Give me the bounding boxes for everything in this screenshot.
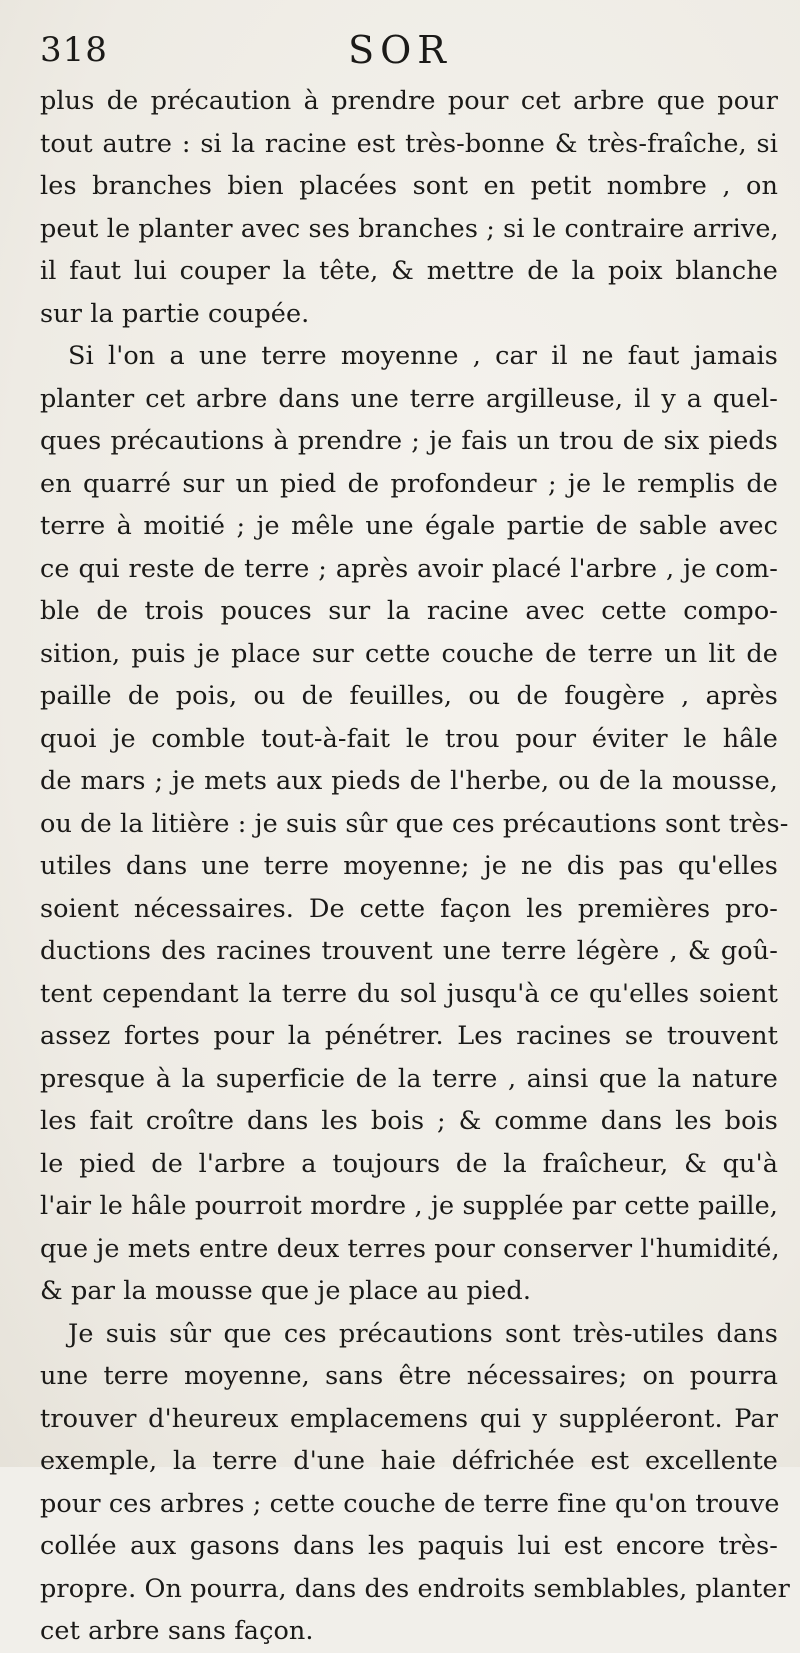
body-text xyxy=(40,80,790,1653)
text-line: exemple, la terre d'une haie défrichée est excellente xyxy=(40,1446,778,1476)
text-line: planter cet arbre dans une terre argilleuse, il y a quel- xyxy=(40,383,778,414)
text-line: peut le planter avec ses branches ; si le contraire arrive, xyxy=(40,213,779,244)
text-line: quoi je comble tout-à-fait le trou pour éviter le hâle xyxy=(40,723,778,754)
text-line: ble de trois pouces sur la racine avec cette compo- xyxy=(40,596,778,626)
text-line: Si l'on a une terre moyenne , car il ne faut jamais xyxy=(68,341,778,371)
text-line: utiles dans une terre moyenne; je ne dis pas qu'elles xyxy=(40,851,778,881)
text-line: il faut lui couper la tête, & mettre de la poix blanche xyxy=(40,256,778,286)
text-line: presque à la superficie de la terre , ainsi que la nature xyxy=(40,1063,778,1094)
text-line: de mars ; je mets aux pieds de l'herbe, ou de la mousse, xyxy=(40,766,778,796)
text-line: ce qui reste de terre ; après avoir placé l'arbre , je com- xyxy=(40,553,778,584)
text-line: pour ces arbres ; cette couche de terre fine qu'on trouve xyxy=(40,1488,780,1519)
text-line: une terre moyenne, sans être nécessaires; on pourra xyxy=(40,1361,778,1391)
text-line: tout autre : si la racine est très-bonne & très-fraîche, si xyxy=(40,128,778,159)
text-line: terre à moitié ; je mêle une égale partie de sable avec xyxy=(40,511,778,541)
text-line: l'air le hâle pourroit mordre , je supplée par cette paille, xyxy=(40,1191,778,1221)
text-line: sition, puis je place sur cette couche de terre un lit de xyxy=(40,638,778,669)
text-line: soient nécessaires. De cette façon les premières pro- xyxy=(40,893,778,924)
text-line: les branches bien placées sont en petit nombre , on xyxy=(40,171,778,201)
text-line: sur la partie coupée. xyxy=(40,298,310,329)
text-line: & par la mousse que je place au pied. xyxy=(40,1276,532,1306)
text-line: propre. On pourra, dans des endroits semblables, planter xyxy=(40,1573,790,1604)
text-line: que je mets entre deux terres pour conserver l'humidité, xyxy=(40,1233,780,1264)
text-line: assez fortes pour la pénétrer. Les racines se trouvent xyxy=(40,1021,778,1051)
text-line: collée aux gasons dans les paquis lui est encore très- xyxy=(40,1531,778,1561)
text-line: trouver d'heureux emplacemens qui y suppléeront. Par xyxy=(40,1403,778,1434)
text-line: paille de pois, ou de feuilles, ou de fougère , après xyxy=(40,681,778,711)
text-line: le pied de l'arbre a toujours de la fraîcheur, & qu'à xyxy=(40,1148,778,1179)
page-number: 318 xyxy=(40,30,108,70)
text-line: Je suis sûr que ces précautions sont très-utiles dans xyxy=(68,1318,778,1349)
text-line: ques précautions à prendre ; je fais un trou de six pieds xyxy=(40,426,778,456)
text-line: les fait croître dans les bois ; & comme dans les bois xyxy=(40,1106,778,1136)
text-line: tent cependant la terre du sol jusqu'à ce qu'elles soient xyxy=(40,978,778,1009)
text-line: plus de précaution à prendre pour cet arbre que pour xyxy=(40,86,778,116)
text-line: ductions des racines trouvent une terre légère , & goû- xyxy=(40,936,778,966)
running-head: SOR xyxy=(348,28,452,72)
text-line: en quarré sur un pied de profondeur ; je le remplis de xyxy=(40,468,778,499)
text-line: ou de la litière : je suis sûr que ces précautions sont très- xyxy=(40,808,789,839)
text-line: cet arbre sans façon. xyxy=(40,1616,314,1646)
page-header xyxy=(40,22,760,78)
